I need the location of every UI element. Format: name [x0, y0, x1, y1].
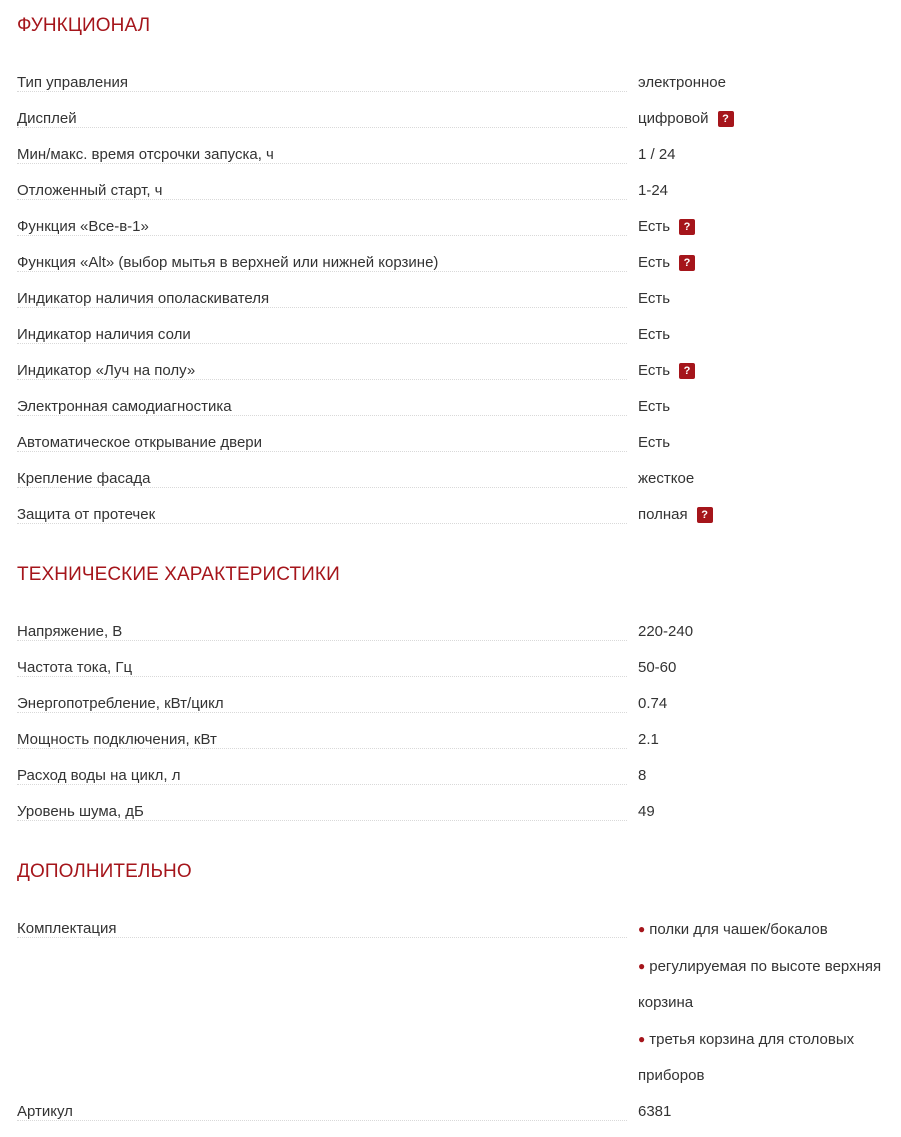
section-title-technical: ТЕХНИЧЕСКИЕ ХАРАКТЕРИСТИКИ — [17, 564, 340, 585]
help-question-icon[interactable]: ? — [679, 219, 695, 235]
spec-label: Крепление фасада — [17, 470, 164, 487]
spec-label: Функция «Alt» (выбор мытья в верхней или нижней корзине) — [17, 254, 452, 271]
bullet-dot-icon: ● — [638, 1032, 646, 1046]
spec-row — [17, 317, 901, 353]
spec-row — [17, 497, 901, 533]
list-item — [638, 1021, 900, 1094]
list-item-text: полки для чашек/бокалов — [649, 921, 828, 938]
spec-value: Есть — [638, 326, 671, 343]
spec-value: Есть — [638, 362, 671, 379]
spec-label: Индикатор наличия соли — [17, 326, 205, 343]
spec-value: электронное — [638, 74, 726, 91]
section-functional — [17, 14, 901, 533]
spec-row — [17, 137, 901, 173]
spec-label: Энергопотребление, кВт/цикл — [17, 695, 238, 712]
list-item-text: регулируемая по высоте верхняя корзина — [638, 958, 882, 1011]
spec-label: Мин/макс. время отсрочки запуска, ч — [17, 146, 288, 163]
spec-list-technical — [17, 614, 901, 830]
spec-label: Расход воды на цикл, л — [17, 767, 194, 784]
spec-value: жесткое — [638, 470, 695, 487]
spec-row — [17, 173, 901, 209]
spec-value: 6381 — [638, 1103, 672, 1120]
section-title-additional: ДОПОЛНИТЕЛЬНО — [17, 861, 192, 882]
spec-value: 50-60 — [638, 659, 677, 676]
spec-label: Отложенный старт, ч — [17, 182, 177, 199]
spec-label: Комплектация — [17, 920, 130, 937]
spec-label: Дисплей — [17, 110, 91, 127]
spec-row — [17, 101, 901, 137]
help-question-icon[interactable]: ? — [697, 507, 713, 523]
list-item — [638, 948, 900, 1021]
spec-row — [17, 722, 901, 758]
spec-row — [17, 389, 901, 425]
spec-list-functional — [17, 65, 901, 533]
spec-value: полная — [638, 506, 688, 523]
spec-row — [17, 686, 901, 722]
help-question-icon[interactable]: ? — [718, 111, 734, 127]
spec-row — [17, 245, 901, 281]
section-technical — [17, 563, 901, 830]
spec-value: Есть — [638, 290, 671, 307]
spec-value: 1 / 24 — [638, 146, 676, 163]
spec-value: 2.1 — [638, 731, 659, 748]
help-question-icon[interactable]: ? — [679, 363, 695, 379]
spec-list-additional — [17, 911, 901, 1130]
spec-label: Функция «Все-в-1» — [17, 218, 163, 235]
bullet-dot-icon: ● — [638, 959, 646, 973]
spec-value: цифровой — [638, 110, 709, 127]
help-question-icon[interactable]: ? — [679, 255, 695, 271]
spec-value: 49 — [638, 803, 655, 820]
spec-row — [17, 209, 901, 245]
spec-label: Автоматическое открывание двери — [17, 434, 276, 451]
equipment-list — [627, 911, 900, 1094]
list-item — [638, 911, 900, 948]
spec-label: Электронная самодиагностика — [17, 398, 246, 415]
spec-row — [17, 461, 901, 497]
spec-label: Защита от протечек — [17, 506, 169, 523]
spec-value: Есть — [638, 434, 671, 451]
spec-label: Частота тока, Гц — [17, 659, 146, 676]
spec-label: Тип управления — [17, 74, 142, 91]
spec-row — [17, 794, 901, 830]
spec-row — [17, 758, 901, 794]
spec-label: Артикул — [17, 1103, 87, 1120]
spec-label: Уровень шума, дБ — [17, 803, 158, 820]
section-title-functional: ФУНКЦИОНАЛ — [17, 15, 151, 36]
spec-row — [17, 650, 901, 686]
spec-value: 8 — [638, 767, 647, 784]
spec-row — [17, 425, 901, 461]
spec-label: Напряжение, В — [17, 623, 136, 640]
spec-value: Есть — [638, 398, 671, 415]
spec-value: 1-24 — [638, 182, 669, 199]
spec-row — [17, 65, 901, 101]
spec-row-article — [17, 1094, 901, 1130]
spec-label: Индикатор «Луч на полу» — [17, 362, 209, 379]
section-additional — [17, 860, 901, 1130]
spec-label: Мощность подключения, кВт — [17, 731, 231, 748]
spec-row-equipment — [17, 911, 901, 1094]
spec-value: Есть — [638, 254, 671, 271]
spec-value: 0.74 — [638, 695, 668, 712]
spec-label: Индикатор наличия ополаскивателя — [17, 290, 283, 307]
spec-value: 220-240 — [638, 623, 694, 640]
spec-row — [17, 353, 901, 389]
bullet-dot-icon: ● — [638, 922, 646, 936]
spec-value: Есть — [638, 218, 671, 235]
list-item-text: третья корзина для столовых приборов — [638, 1031, 855, 1084]
spec-row — [17, 281, 901, 317]
spec-row — [17, 614, 901, 650]
